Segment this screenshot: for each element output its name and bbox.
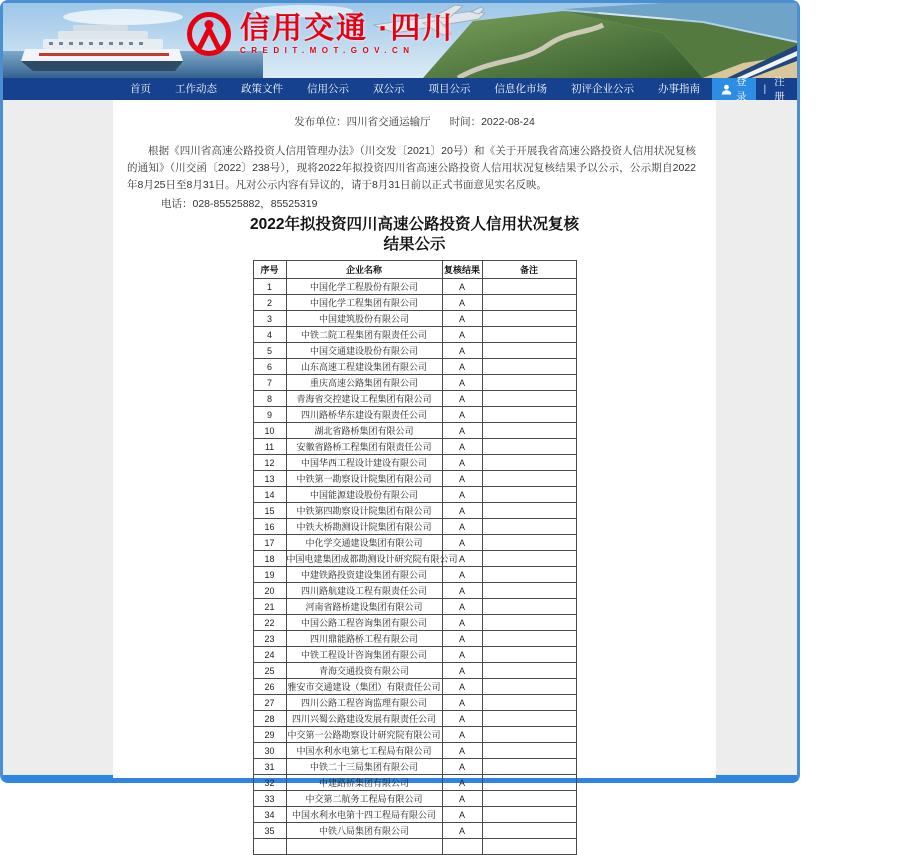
cell-no: 3 [253, 311, 286, 327]
cell-company-name: 四川路航建设工程有限责任公司 [286, 583, 442, 599]
cell-remark [482, 647, 576, 663]
cell-review-result: A [442, 439, 482, 455]
table-row [253, 631, 576, 647]
cell-remark [482, 471, 576, 487]
cell-review-result: A [442, 599, 482, 615]
table-row [253, 791, 576, 807]
cell-company-name: 四川鼎能路桥工程有限公司 [286, 631, 442, 647]
cell-no: 17 [253, 535, 286, 551]
cell-no: 27 [253, 695, 286, 711]
cell-company-name: 重庆高速公路集团有限公司 [286, 375, 442, 391]
cell-company-name [286, 839, 442, 855]
table-row [253, 839, 576, 855]
table-row [253, 279, 576, 295]
publish-time: 时间：2022-08-24 [449, 116, 535, 128]
nav-item-2[interactable]: 政策文件 [241, 83, 283, 95]
cell-review-result: A [442, 551, 482, 567]
cell-no: 15 [253, 503, 286, 519]
publish-meta [121, 114, 708, 129]
cell-no: 10 [253, 423, 286, 439]
cell-remark [482, 583, 576, 599]
announcement-title-line2: 结果公示 [383, 236, 446, 253]
site-title: 信用交通 ·四川 [240, 12, 455, 45]
cell-company-name: 安徽省路桥工程集团有限责任公司 [286, 439, 442, 455]
cell-review-result: A [442, 791, 482, 807]
cell-no: 1 [253, 279, 286, 295]
cell-company-name: 中国能源建设股份有限公司 [286, 487, 442, 503]
cell-no: 5 [253, 343, 286, 359]
cell-no: 12 [253, 455, 286, 471]
cell-company-name: 青海交通投资有限公司 [286, 663, 442, 679]
cell-company-name: 中铁二院工程集团有限责任公司 [286, 327, 442, 343]
table-row [253, 679, 576, 695]
cell-remark [482, 631, 576, 647]
cell-review-result: A [442, 295, 482, 311]
table-row [253, 343, 576, 359]
table-row [253, 311, 576, 327]
column-header: 序号 [253, 261, 286, 279]
cell-remark [482, 327, 576, 343]
cell-company-name: 中铁工程设计咨询集团有限公司 [286, 647, 442, 663]
table-row [253, 647, 576, 663]
cell-review-result: A [442, 631, 482, 647]
cell-remark [482, 759, 576, 775]
cell-no: 23 [253, 631, 286, 647]
cell-review-result: A [442, 711, 482, 727]
cell-review-result: A [442, 823, 482, 839]
cell-review-result: A [442, 695, 482, 711]
credit-transport-emblem-icon [186, 11, 232, 57]
cell-no: 25 [253, 663, 286, 679]
cell-company-name: 中铁二十三局集团有限公司 [286, 759, 442, 775]
table-row [253, 759, 576, 775]
cell-review-result: A [442, 327, 482, 343]
cell-company-name: 四川路桥华东建设有限责任公司 [286, 407, 442, 423]
cell-review-result: A [442, 503, 482, 519]
cell-company-name: 青海省交控建设工程集团有限公司 [286, 391, 442, 407]
table-row [253, 743, 576, 759]
cell-remark [482, 279, 576, 295]
cell-company-name: 中铁第四勘察设计院集团有限公司 [286, 503, 442, 519]
user-icon [721, 84, 732, 95]
cell-review-result: A [442, 471, 482, 487]
site-banner [3, 3, 797, 78]
cell-remark [482, 599, 576, 615]
table-row [253, 727, 576, 743]
cell-no: 11 [253, 439, 286, 455]
cell-company-name: 山东高速工程建设集团有限公司 [286, 359, 442, 375]
nav-item-8[interactable]: 办事指南 [658, 83, 700, 95]
cell-company-name: 中国水利水电第七工程局有限公司 [286, 743, 442, 759]
announcement-title [121, 215, 708, 255]
cell-remark [482, 823, 576, 839]
cell-no: 21 [253, 599, 286, 615]
table-row [253, 551, 576, 567]
cell-review-result: A [442, 647, 482, 663]
cell-no: 18 [253, 551, 286, 567]
announcement-title-line1: 2022年拟投资四川高速公路投资人信用状况复核 [250, 216, 579, 233]
table-row [253, 823, 576, 839]
cell-no: 26 [253, 679, 286, 695]
table-row [253, 775, 576, 791]
cell-review-result: A [442, 343, 482, 359]
cell-company-name: 中铁八局集团有限公司 [286, 823, 442, 839]
table-row [253, 391, 576, 407]
cell-remark [482, 295, 576, 311]
cell-review-result [442, 839, 482, 855]
cell-no: 20 [253, 583, 286, 599]
table-row [253, 471, 576, 487]
content-panel [113, 100, 716, 836]
cell-review-result: A [442, 567, 482, 583]
cell-company-name: 中铁大桥勘测设计院集团有限公司 [286, 519, 442, 535]
nav-item-0[interactable]: 首页 [130, 83, 151, 95]
login-label: 登录 [736, 76, 747, 103]
cell-remark [482, 775, 576, 791]
cell-remark [482, 551, 576, 567]
cell-review-result: A [442, 807, 482, 823]
cell-no: 9 [253, 407, 286, 423]
table-row [253, 503, 576, 519]
table-row [253, 439, 576, 455]
cell-company-name: 中国水利水电第十四工程局有限公司 [286, 807, 442, 823]
cell-company-name: 中建路桥集团有限公司 [286, 775, 442, 791]
cell-no: 31 [253, 759, 286, 775]
cell-company-name: 中化学交通建设集团有限公司 [286, 535, 442, 551]
cell-remark [482, 407, 576, 423]
cell-review-result: A [442, 759, 482, 775]
cell-no: 19 [253, 567, 286, 583]
cell-remark [482, 391, 576, 407]
table-row [253, 487, 576, 503]
cell-review-result: A [442, 407, 482, 423]
table-row [253, 535, 576, 551]
cell-no: 16 [253, 519, 286, 535]
column-header: 备注 [482, 261, 576, 279]
cell-company-name: 雅安市交通建设（集团）有限责任公司 [286, 679, 442, 695]
nav-right-group [712, 74, 907, 104]
cell-company-name: 中建铁路投资建设集团有限公司 [286, 567, 442, 583]
cell-remark [482, 503, 576, 519]
table-row [253, 295, 576, 311]
cell-no: 30 [253, 743, 286, 759]
cell-review-result: A [442, 535, 482, 551]
cell-remark [482, 807, 576, 823]
table-row [253, 599, 576, 615]
site-logo [186, 11, 454, 57]
cell-review-result: A [442, 359, 482, 375]
table-header-row [253, 261, 576, 279]
cell-no: 14 [253, 487, 286, 503]
publisher-label: 发布单位：四川省交通运输厅 [294, 116, 431, 128]
nav-item-6[interactable]: 信息化市场 [494, 83, 547, 95]
cell-company-name: 中交第一公路勘察设计研究院有限公司 [286, 727, 442, 743]
cell-company-name: 河南省路桥建设集团有限公司 [286, 599, 442, 615]
cell-company-name: 中国电建集团成都勘测设计研究院有限公司 [286, 551, 442, 567]
table-row [253, 807, 576, 823]
cell-company-name: 中国交通建设股份有限公司 [286, 343, 442, 359]
main-nav [3, 76, 797, 103]
cell-remark [482, 455, 576, 471]
table-row [253, 583, 576, 599]
cell-no: 4 [253, 327, 286, 343]
cell-review-result: A [442, 279, 482, 295]
nav-item-1[interactable]: 工作动态 [175, 83, 217, 95]
cell-no: 2 [253, 295, 286, 311]
cell-no: 28 [253, 711, 286, 727]
cell-company-name: 中铁第一勘察设计院集团有限公司 [286, 471, 442, 487]
review-results-table [253, 260, 577, 855]
nav-item-7[interactable]: 初评企业公示 [571, 83, 634, 95]
cell-company-name: 中国公路工程咨询集团有限公司 [286, 615, 442, 631]
cell-remark [482, 615, 576, 631]
table-row [253, 423, 576, 439]
cell-remark [482, 343, 576, 359]
cell-remark [482, 359, 576, 375]
nav-divider: | [763, 83, 767, 95]
cell-review-result: A [442, 423, 482, 439]
register-link[interactable]: 注册 [774, 76, 785, 103]
cell-no: 7 [253, 375, 286, 391]
cell-no: 8 [253, 391, 286, 407]
cell-review-result: A [442, 679, 482, 695]
cell-review-result: A [442, 727, 482, 743]
cell-no: 24 [253, 647, 286, 663]
cell-remark [482, 423, 576, 439]
cell-remark [482, 839, 576, 855]
cell-review-result: A [442, 583, 482, 599]
table-row [253, 567, 576, 583]
column-header: 复核结果 [442, 261, 482, 279]
cell-company-name: 四川公路工程咨询监理有限公司 [286, 695, 442, 711]
cell-remark [482, 311, 576, 327]
cell-remark [482, 679, 576, 695]
cell-review-result: A [442, 455, 482, 471]
contact-phone: 电话：028-85525882，85525319 [161, 198, 318, 210]
notice-paragraph: 根据《四川省高速公路投资人信用管理办法》（川交发〔2021〕20号）和《关于开展我省高速公路投资人信用状况复核的通知》（川交函〔2022〕238号），现将2022年拟投资四川省高速公路投资人信用状况复核结果予以公示，公示期自2022年8月25日至8月31日。凡对公示内容有异议的，请于8月31日前以正式书面意见实名反映。 [127, 145, 696, 191]
cell-remark [482, 727, 576, 743]
cell-review-result: A [442, 615, 482, 631]
cell-remark [482, 519, 576, 535]
cell-no: 22 [253, 615, 286, 631]
cell-review-result: A [442, 391, 482, 407]
column-header: 企业名称 [286, 261, 442, 279]
cell-remark [482, 663, 576, 679]
cell-no: 35 [253, 823, 286, 839]
table-row [253, 407, 576, 423]
cell-remark [482, 695, 576, 711]
nav-list [3, 78, 712, 100]
cell-company-name: 中国化学工程股份有限公司 [286, 279, 442, 295]
cell-company-name: 中国化学工程集团有限公司 [286, 295, 442, 311]
cell-company-name: 中交第二航务工程局有限公司 [286, 791, 442, 807]
cell-no: 13 [253, 471, 286, 487]
login-button[interactable] [712, 76, 756, 103]
cell-review-result: A [442, 519, 482, 535]
nav-item-5[interactable]: 项目公示 [428, 83, 471, 95]
cell-remark [482, 711, 576, 727]
cell-remark [482, 487, 576, 503]
cell-review-result: A [442, 487, 482, 503]
cell-remark [482, 743, 576, 759]
table-row [253, 375, 576, 391]
cell-no: 32 [253, 775, 286, 791]
cell-remark [482, 439, 576, 455]
cell-review-result: A [442, 311, 482, 327]
table-row [253, 455, 576, 471]
cell-company-name: 中国华西工程设计建设有限公司 [286, 455, 442, 471]
cell-review-result: A [442, 775, 482, 791]
table-row [253, 711, 576, 727]
cell-no: 34 [253, 807, 286, 823]
cell-no: 29 [253, 727, 286, 743]
cell-company-name: 湖北省路桥集团有限公司 [286, 423, 442, 439]
cell-remark [482, 567, 576, 583]
table-body [253, 279, 576, 855]
cell-review-result: A [442, 743, 482, 759]
cell-no [253, 839, 286, 855]
table-row [253, 615, 576, 631]
site-subtitle: CREDIT.MOT.GOV.CN [240, 46, 415, 55]
cell-review-result: A [442, 663, 482, 679]
cell-remark [482, 535, 576, 551]
cell-no: 6 [253, 359, 286, 375]
table-row [253, 695, 576, 711]
cell-company-name: 四川兴蜀公路建设发展有限责任公司 [286, 711, 442, 727]
table-row [253, 327, 576, 343]
nav-item-3[interactable]: 信用公示 [307, 83, 349, 95]
nav-item-4[interactable]: 双公示 [373, 83, 405, 95]
table-row [253, 663, 576, 679]
cell-company-name: 中国建筑股份有限公司 [286, 311, 442, 327]
cell-review-result: A [442, 375, 482, 391]
cell-remark [482, 375, 576, 391]
table-row [253, 519, 576, 535]
cell-no: 33 [253, 791, 286, 807]
table-row [253, 359, 576, 375]
cell-remark [482, 791, 576, 807]
